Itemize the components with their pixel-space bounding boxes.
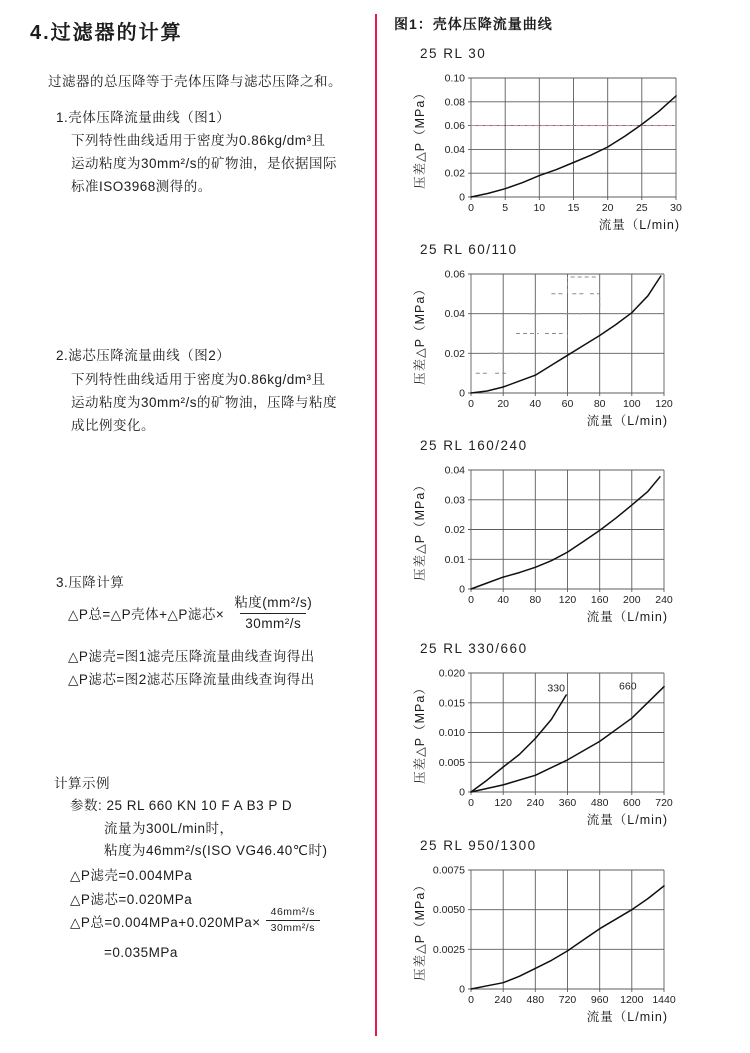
svg-text:0: 0 (468, 202, 474, 214)
item-2-heading: 2.滤芯压降流量曲线（图2） (56, 348, 231, 363)
svg-text:720: 720 (655, 797, 673, 809)
svg-text:0: 0 (459, 387, 465, 400)
svg-text:0: 0 (459, 983, 465, 996)
chart-25rl330-660 (404, 641, 716, 839)
svg-text:10: 10 (533, 202, 546, 214)
svg-text:0: 0 (468, 797, 474, 809)
svg-text:330: 330 (547, 682, 565, 695)
svg-text:30: 30 (670, 202, 682, 214)
chart-25rl160-240 (404, 438, 716, 636)
svg-text:0.04: 0.04 (444, 464, 465, 477)
svg-text:流量（L/min): 流量（L/min) (586, 610, 668, 624)
chart-title: 25 RL 950/1300 (420, 838, 537, 853)
formula-denominator: 30mm²/s (240, 613, 306, 633)
svg-text:流量（L/min): 流量（L/min) (598, 218, 680, 232)
item-1-line: 下列特性曲线适用于密度为0.86kg/dm³且 (71, 133, 326, 148)
svg-text:15: 15 (567, 202, 580, 214)
svg-text:0: 0 (459, 191, 465, 204)
svg-text:0.010: 0.010 (438, 727, 465, 739)
svg-text:0: 0 (468, 398, 474, 410)
formula-numerator: 粘度(mm²/s) (234, 595, 313, 610)
example-formula-fraction (266, 906, 320, 935)
svg-text:0.06: 0.06 (444, 268, 465, 281)
svg-text:0.020: 0.020 (438, 667, 465, 680)
svg-text:压差△P（MPa）: 压差△P（MPa） (413, 681, 427, 784)
example-params: 参数: 25 RL 660 KN 10 F A B3 P D (70, 798, 293, 813)
svg-text:5: 5 (502, 202, 509, 214)
svg-text:0.015: 0.015 (438, 697, 465, 710)
pressure-flow-chart (404, 858, 714, 1036)
svg-text:压差△P（MPa）: 压差△P（MPa） (413, 86, 427, 189)
svg-text:1200: 1200 (620, 994, 644, 1006)
chart-25rl950-1300 (404, 838, 716, 1036)
svg-text:0.01: 0.01 (444, 553, 465, 566)
svg-text:0.02: 0.02 (444, 347, 465, 360)
svg-text:660: 660 (619, 680, 637, 693)
svg-text:0.0050: 0.0050 (432, 904, 465, 917)
svg-text:60: 60 (561, 398, 574, 410)
svg-text:20: 20 (601, 202, 614, 214)
pressure-flow-chart (404, 661, 714, 839)
svg-text:80: 80 (593, 398, 606, 410)
svg-text:0.08: 0.08 (444, 96, 465, 109)
svg-text:流量（L/min): 流量（L/min) (586, 813, 668, 827)
svg-text:720: 720 (558, 994, 577, 1006)
svg-text:0: 0 (468, 594, 474, 606)
svg-text:100: 100 (623, 398, 641, 410)
svg-text:0: 0 (468, 994, 474, 1006)
item-3-heading: 3.压降计算 (56, 575, 125, 590)
example-dp-element: △P滤芯=0.020MPa (70, 892, 193, 907)
example-formula-lhs: △P总=0.004MPa+0.020MPa× (70, 914, 261, 930)
svg-text:压差△P（MPa）: 压差△P（MPa） (413, 282, 427, 385)
svg-text:0.0075: 0.0075 (432, 864, 465, 877)
svg-text:0.04: 0.04 (444, 308, 465, 321)
svg-text:25: 25 (635, 202, 648, 214)
svg-text:120: 120 (494, 797, 512, 809)
chart-title: 25 RL 60/110 (420, 242, 518, 257)
svg-text:0: 0 (459, 583, 465, 596)
svg-text:240: 240 (494, 994, 512, 1006)
example-heading: 计算示例 (54, 776, 110, 791)
item-1-line: 运动粘度为30mm²/s的矿物油，是依据国际 (71, 156, 338, 171)
svg-text:240: 240 (655, 594, 673, 606)
svg-text:480: 480 (590, 797, 609, 809)
column-divider (375, 14, 377, 1036)
svg-text:120: 120 (655, 398, 673, 410)
chart-title: 25 RL 160/240 (420, 438, 528, 453)
intro-text: 过滤器的总压降等于壳体压降与滤芯压降之和。 (48, 74, 342, 89)
example-flow: 流量为300L/min时， (104, 821, 234, 836)
svg-text:480: 480 (526, 994, 545, 1006)
svg-text:0.06: 0.06 (444, 120, 465, 133)
chart-title: 25 RL 30 (420, 46, 487, 61)
item-1-heading: 1.壳体压降流量曲线（图1） (56, 110, 231, 125)
pressure-flow-chart (404, 458, 714, 636)
formula-lhs: △P总=△P壳体+△P滤芯× (68, 607, 225, 623)
svg-text:压差△P（MPa）: 压差△P（MPa） (413, 878, 427, 981)
svg-text:0: 0 (459, 786, 465, 799)
svg-text:0.02: 0.02 (444, 524, 465, 536)
svg-text:0.005: 0.005 (438, 756, 465, 769)
pressure-drop-formula (68, 594, 317, 632)
pressure-flow-chart (404, 66, 714, 244)
chart-25rl60-110 (404, 242, 716, 440)
item-2-line: 运动粘度为30mm²/s的矿物油，压降与粘度 (71, 395, 338, 410)
example-result: =0.035MPa (104, 945, 178, 960)
example-formula-denominator: 30mm²/s (266, 920, 320, 935)
svg-text:0.02: 0.02 (444, 167, 465, 180)
svg-text:240: 240 (526, 797, 545, 809)
svg-text:120: 120 (558, 594, 577, 606)
svg-text:160: 160 (590, 594, 609, 606)
item-2-line: 下列特性曲线适用于密度为0.86kg/dm³且 (71, 372, 326, 387)
formula-note-2: △P滤芯=图2滤芯压降流量曲线查询得出 (68, 672, 315, 687)
svg-text:200: 200 (623, 594, 641, 606)
svg-text:600: 600 (623, 797, 641, 809)
svg-text:80: 80 (529, 594, 542, 606)
svg-text:360: 360 (558, 797, 577, 809)
svg-text:0.0025: 0.0025 (432, 943, 465, 956)
svg-text:0.03: 0.03 (444, 494, 465, 507)
svg-text:流量（L/min): 流量（L/min) (586, 414, 668, 428)
example-dp-housing: △P滤壳=0.004MPa (70, 868, 193, 883)
svg-text:0.04: 0.04 (444, 143, 465, 156)
pressure-flow-chart (404, 262, 714, 440)
item-1-line: 标准ISO3968测得的。 (71, 179, 212, 194)
formula-fraction (229, 594, 317, 632)
svg-text:0.10: 0.10 (444, 72, 465, 85)
item-2-line: 成比例变化。 (71, 418, 155, 433)
example-formula-numerator: 46mm²/s (270, 906, 315, 918)
svg-text:流量（L/min): 流量（L/min) (586, 1010, 668, 1024)
chart-25rl30 (404, 46, 716, 244)
svg-text:40: 40 (529, 398, 542, 410)
svg-text:960: 960 (590, 994, 609, 1006)
example-viscosity: 粘度为46mm²/s(ISO VG46.40℃时) (104, 843, 328, 858)
svg-text:20: 20 (497, 398, 510, 410)
svg-text:压差△P（MPa）: 压差△P（MPa） (413, 478, 427, 581)
chart-title: 25 RL 330/660 (420, 641, 528, 656)
figure-header: 图1：壳体压降流量曲线 (394, 16, 553, 32)
example-total-formula (70, 906, 320, 935)
svg-text:40: 40 (497, 594, 510, 606)
section-title: 4.过滤器的计算 (30, 22, 183, 44)
formula-note-1: △P滤壳=图1滤壳压降流量曲线查询得出 (68, 649, 315, 664)
svg-text:1440: 1440 (652, 994, 676, 1006)
